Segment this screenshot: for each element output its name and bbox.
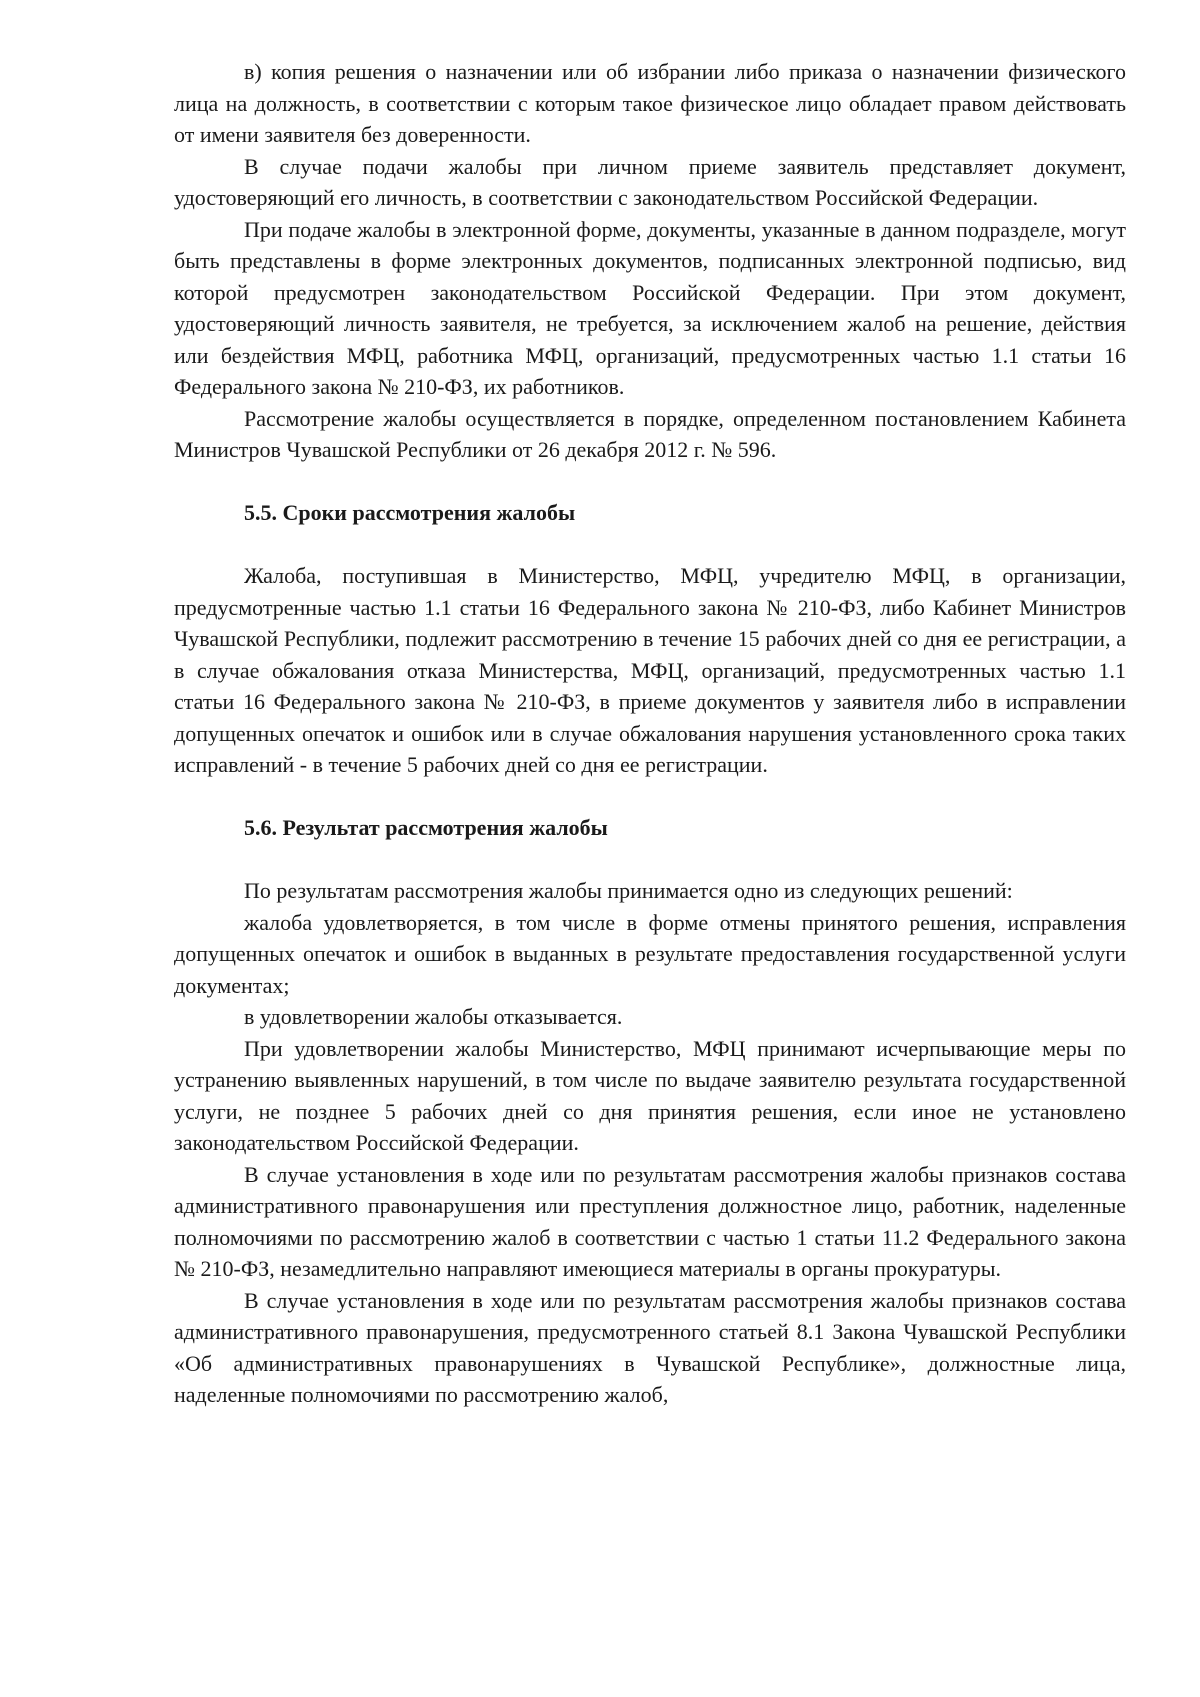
spacer xyxy=(174,781,1126,813)
paragraph-complaint-satisfied: жалоба удовлетворяется, в том числе в форме отмены принятого решения, исправления допущенных опечаток и ошибок в выданных в результате предоставления государственной услуги документах; xyxy=(174,909,1126,998)
section-heading-5-6: 5.6. Результат рассмотрения жалобы xyxy=(244,815,608,840)
paragraph-copy-decision: в) копия решения о назначении или об избрании либо приказа о назначении физического лица на должность, в соответствии с которым такое физическое лицо обладает правом действовать от имени заявителя без доверенности. xyxy=(174,59,1126,147)
spacer xyxy=(174,466,1126,498)
paragraph-complaint-refused: в удовлетворении жалобы отказывается. xyxy=(244,1004,623,1029)
paragraph-review-terms: Жалоба, поступившая в Министерство, МФЦ, учредителю МФЦ, в организации, предусмотренные частью 1.1 статьи 16 Федерального закона № 210-ФЗ, либо Кабинет Министров Чувашской Республики, подлежит рассмотрению в течение 15 рабочих дней со дня ее регистрации, а в случае обжалования отказа Министерства, МФЦ, организаций, предусмотренных частью 1.1 статьи 16 Федерального закона № 210-ФЗ, в приеме документов у заявителя либо в исправлении допущенных опечаток и ошибок или в случае обжалования нарушения установленного срока таких исправлений - в течение 5 рабочих дней со дня ее регистрации. xyxy=(174,563,1126,777)
spacer xyxy=(174,844,1126,876)
paragraph-electronic-form: При подаче жалобы в электронной форме, документы, указанные в данном подразделе, могут быть представлены в форме электронных документов, подписанных электронной подписью, вид которой предусмотрен законодательством Российской Федерации. При этом документ, удостоверяющий личность заявителя, не требуется, за исключением жалоб на решение, действия или бездействия МФЦ, работника МФЦ, организаций, предусмотренных частью 1.1 статьи 16 Федерального закона № 210-ФЗ, их работников. xyxy=(174,216,1126,399)
section-heading-5-5: 5.5. Сроки рассмотрения жалобы xyxy=(244,500,576,525)
spacer xyxy=(174,529,1126,561)
paragraph-administrative-offense: В случае установления в ходе или по результатам рассмотрения жалобы признаков состава административного правонарушения, предусмотренного статьей 8.1 Закона Чувашской Республики «Об административных правонарушениях в Чувашской Республике», должностные лица, наделенные полномочиями по рассмотрению жалоб, xyxy=(174,1287,1126,1407)
paragraph-satisfaction-measures: При удовлетворении жалобы Министерство, МФЦ принимают исчерпывающие меры по устранению выявленных нарушений, в том числе по выдаче заявителю результата государственной услуги, не позднее 5 рабочих дней со дня принятия решения, если иное не установлено законодательством Российской Федерации. xyxy=(174,1035,1126,1155)
paragraph-personal-reception: В случае подачи жалобы при личном приеме заявитель представляет документ, удостоверяющий его личность, в соответствии с законодательством Российской Федерации. xyxy=(174,153,1126,210)
paragraph-review-results: По результатам рассмотрения жалобы принимается одно из следующих решений: xyxy=(244,878,1013,903)
paragraph-review-order: Рассмотрение жалобы осуществляется в порядке, определенном постановлением Кабинета Министров Чувашской Республики от 26 декабря 2012 г. № 596. xyxy=(174,405,1126,462)
paragraph-prosecution: В случае установления в ходе или по результатам рассмотрения жалобы признаков состава административного правонарушения или преступления должностное лицо, работник, наделенные полномочиями по рассмотрению жалоб в соответствии с частью 1 статьи 11.2 Федерального закона № 210-ФЗ, незамедлительно направляют имеющиеся материалы в органы прокуратуры. xyxy=(174,1161,1126,1281)
